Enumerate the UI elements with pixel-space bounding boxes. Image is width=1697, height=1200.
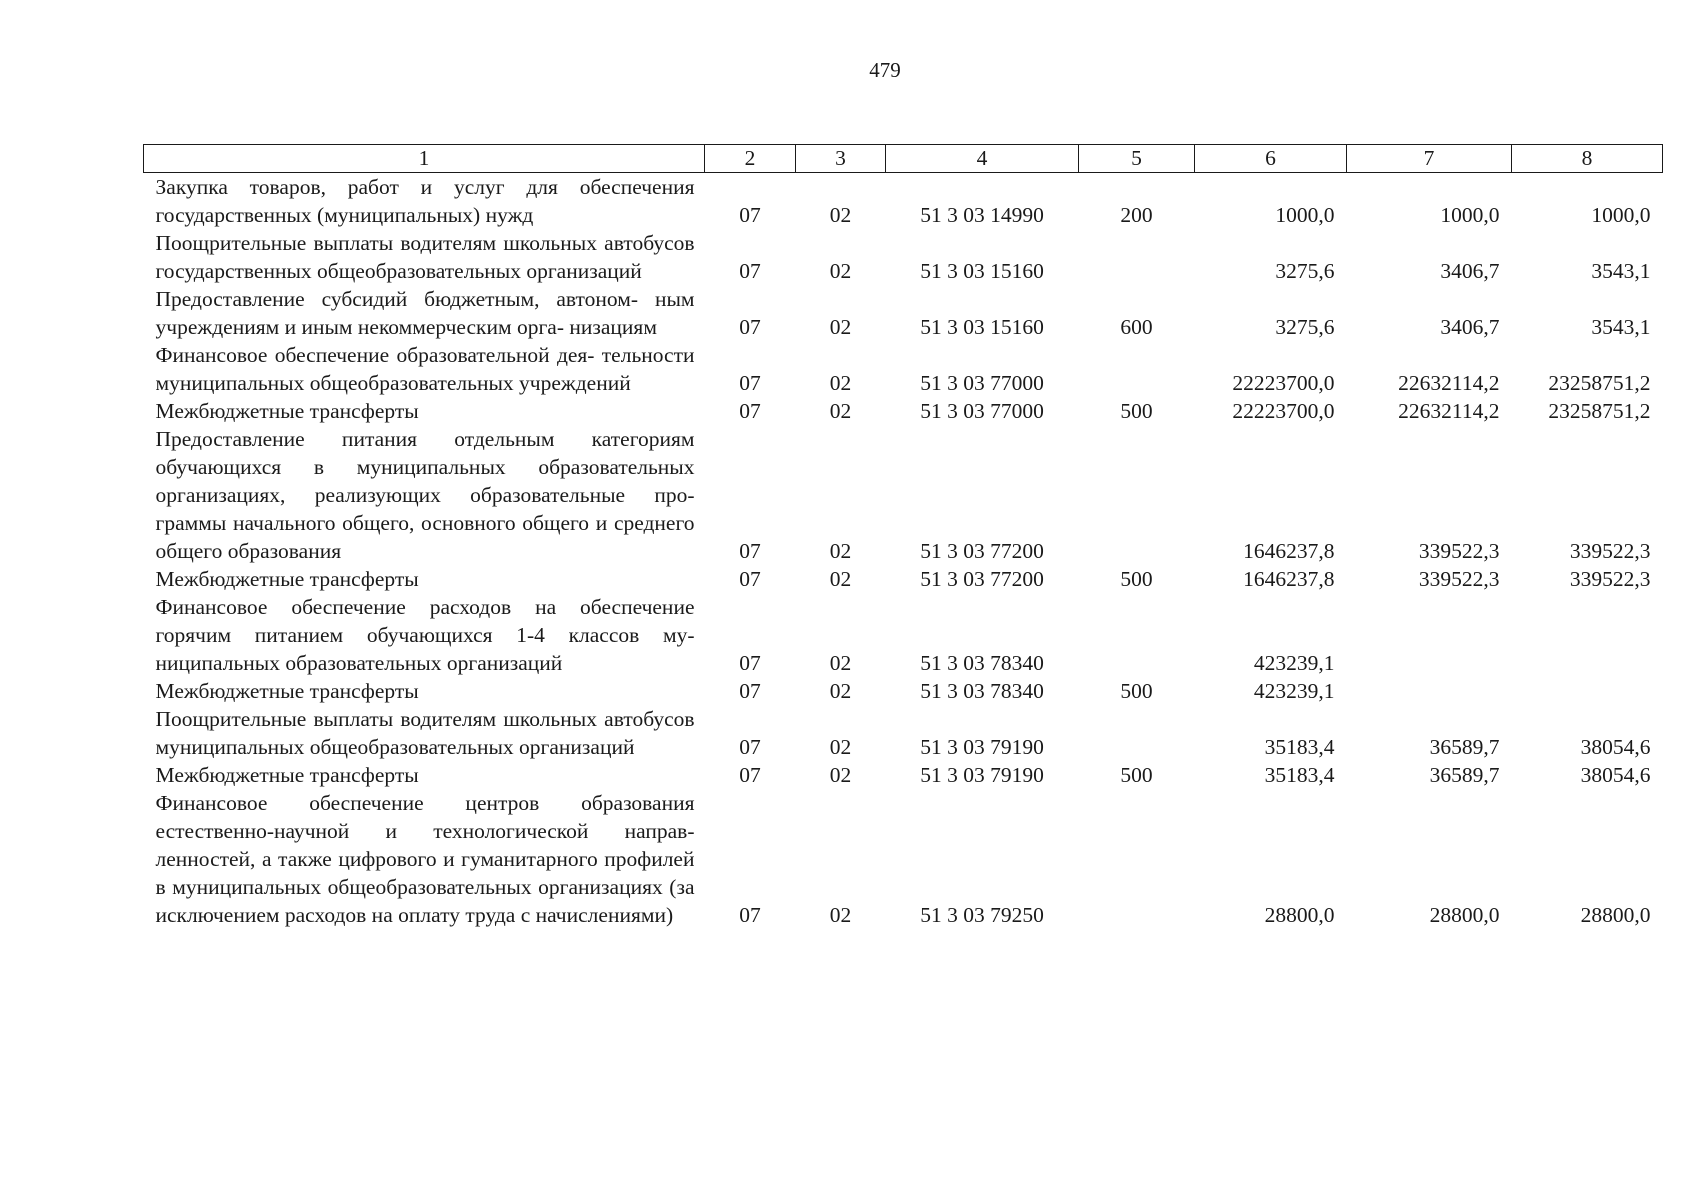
subsection-code: 02 (829, 567, 852, 591)
header-row (144, 145, 1663, 173)
amount-year-3: 28800,0 (1580, 903, 1651, 927)
subsection-code: 02 (829, 315, 852, 339)
section-code: 07 (739, 903, 761, 927)
subsection-code: 02 (829, 903, 852, 927)
table-row (144, 565, 1663, 593)
subsection-code: 02 (829, 651, 852, 675)
description-line: ниципальных образовательных организаций (155, 651, 563, 675)
amount-year-2: 1000,0 (1440, 203, 1500, 227)
description-line: Финансовое обеспечение образовательной дея- (155, 343, 595, 367)
amount-year-1: 423239,1 (1253, 679, 1335, 703)
target-article-code: 51 3 03 79190 (920, 763, 1044, 787)
amount-year-2: 36589,7 (1429, 735, 1500, 759)
description-line: Предоставление субсидий бюджетным, автоном- (155, 287, 639, 311)
amount-year-1: 28800,0 (1264, 903, 1335, 927)
amount-year-2: 339522,3 (1418, 539, 1500, 563)
amount-year-1: 3275,6 (1275, 315, 1335, 339)
expense-type-code: 200 (1120, 203, 1153, 227)
description-line: организациях, реализующих образовательные про- (155, 483, 695, 507)
amount-year-3: 1000,0 (1591, 203, 1651, 227)
row-description (144, 565, 705, 593)
amount-year-3: 3543,1 (1591, 259, 1651, 283)
subsection-code: 02 (829, 259, 852, 283)
amount-year-3: 38054,6 (1580, 763, 1651, 787)
row-description (144, 397, 705, 425)
amount-year-1: 3275,6 (1275, 259, 1335, 283)
header-col-8: 8 (1512, 145, 1663, 173)
description-line: Поощрительные выплаты водителям школьных (155, 707, 597, 731)
description-line: естественно-научной и технологической направ- (155, 819, 695, 843)
description-line: автобусов государственных общеобразовательных (155, 231, 695, 283)
row-description (144, 229, 705, 285)
row-description (144, 789, 705, 929)
target-article-code: 51 3 03 78340 (920, 651, 1044, 675)
amount-year-1: 1646237,8 (1243, 539, 1335, 563)
header-col-7: 7 (1347, 145, 1512, 173)
amount-year-1: 22223700,0 (1232, 399, 1335, 423)
amount-year-2: 22632114,2 (1398, 371, 1500, 395)
expense-type-code (1079, 229, 1195, 285)
amount-year-1: 1000,0 (1275, 203, 1335, 227)
header-col-1: 1 (144, 145, 705, 173)
subsection-code: 02 (829, 735, 852, 759)
amount-year-1: 1646237,8 (1243, 567, 1335, 591)
row-description (144, 173, 705, 230)
table-row (144, 677, 1663, 705)
description-line: Межбюджетные трансферты (155, 763, 419, 787)
section-code: 07 (739, 315, 761, 339)
amount-year-2: 3406,7 (1440, 315, 1500, 339)
table-row (144, 229, 1663, 285)
description-line: Закупка товаров, работ и услуг для обеспечения (155, 175, 695, 199)
row-description (144, 677, 705, 705)
description-line: Предоставление питания отдельным категориям (155, 427, 695, 451)
description-line: Поощрительные выплаты водителям школьных (155, 231, 597, 255)
target-article-code: 51 3 03 79190 (920, 735, 1044, 759)
amount-year-2: 22632114,2 (1398, 399, 1500, 423)
row-description (144, 761, 705, 789)
table-body (144, 173, 1663, 930)
target-article-code: 51 3 03 15160 (920, 259, 1044, 283)
amount-year-3: 339522,3 (1569, 567, 1651, 591)
target-article-code: 51 3 03 15160 (920, 315, 1044, 339)
target-article-code: 51 3 03 78340 (920, 679, 1044, 703)
header-col-3: 3 (796, 145, 886, 173)
amount-year-2: 28800,0 (1429, 903, 1500, 927)
description-line: организаций (526, 259, 642, 283)
amount-year-3 (1512, 593, 1663, 677)
expense-type-code: 500 (1120, 567, 1153, 591)
amount-year-1: 35183,4 (1264, 735, 1335, 759)
description-line: организаций (519, 735, 635, 759)
table-row (144, 397, 1663, 425)
description-line: тельности муниципальных общеобразовательных (155, 343, 695, 395)
description-line: низациям (569, 315, 657, 339)
table-row (144, 705, 1663, 761)
subsection-code: 02 (829, 763, 852, 787)
description-line: Межбюджетные трансферты (155, 679, 419, 703)
page-number: 479 (869, 58, 901, 82)
description-line: Межбюджетные трансферты (155, 399, 419, 423)
expense-type-code (1079, 789, 1195, 929)
header-col-6: 6 (1195, 145, 1347, 173)
header-col-5: 5 (1079, 145, 1195, 173)
description-line: организациях (за исключением расходов на оплату (155, 875, 695, 927)
description-line: труда с начислениями) (465, 903, 674, 927)
amount-year-1: 423239,1 (1253, 651, 1335, 675)
amount-year-3: 3543,1 (1591, 315, 1651, 339)
table-row (144, 789, 1663, 929)
header-col-2: 2 (705, 145, 796, 173)
header-col-4: 4 (886, 145, 1079, 173)
table-row (144, 285, 1663, 341)
section-code: 07 (739, 567, 761, 591)
subsection-code: 02 (829, 539, 852, 563)
row-description (144, 285, 705, 341)
description-line: Межбюджетные трансферты (155, 567, 419, 591)
amount-year-2: 3406,7 (1440, 259, 1500, 283)
section-code: 07 (739, 259, 761, 283)
target-article-code: 51 3 03 77000 (920, 399, 1044, 423)
target-article-code: 51 3 03 77000 (920, 371, 1044, 395)
description-line: Финансовое обеспечение центров образования (155, 791, 695, 815)
section-code: 07 (739, 203, 761, 227)
target-article-code: 51 3 03 77200 (920, 539, 1044, 563)
amount-year-3: 38054,6 (1580, 735, 1651, 759)
amount-year-1: 22223700,0 (1232, 371, 1335, 395)
amount-year-2: 339522,3 (1418, 567, 1500, 591)
section-code: 07 (739, 651, 761, 675)
description-line: профилей в муниципальных общеобразовательных (155, 847, 695, 899)
expense-type-code: 600 (1120, 315, 1153, 339)
row-description (144, 705, 705, 761)
expense-type-code (1079, 593, 1195, 677)
description-line: граммы начального общего, основного общего и (155, 511, 608, 535)
expense-type-code (1079, 341, 1195, 397)
description-line: ным учреждениям и иным некоммерческим орга- (155, 287, 695, 339)
table-row (144, 173, 1663, 230)
amount-year-3: 23258751,2 (1548, 371, 1651, 395)
expense-type-code: 500 (1120, 679, 1153, 703)
table-row (144, 761, 1663, 789)
amount-year-2 (1347, 593, 1512, 677)
description-line: государственных (муниципальных) нужд (155, 203, 534, 227)
section-code: 07 (739, 371, 761, 395)
row-description (144, 593, 705, 677)
amount-year-2 (1347, 677, 1512, 705)
amount-year-2: 36589,7 (1429, 763, 1500, 787)
description-line: учреждений (519, 371, 631, 395)
expense-type-code (1079, 425, 1195, 565)
table-row (144, 593, 1663, 677)
description-line: ленностей, а также цифрового и гуманитарного (155, 847, 598, 871)
section-code: 07 (739, 763, 761, 787)
description-line: обучающихся в муниципальных образовательных (155, 455, 695, 479)
subsection-code: 02 (829, 399, 852, 423)
section-code: 07 (739, 735, 761, 759)
amount-year-1: 35183,4 (1264, 763, 1335, 787)
amount-year-3: 23258751,2 (1548, 399, 1651, 423)
expense-type-code (1079, 705, 1195, 761)
subsection-code: 02 (829, 679, 852, 703)
expense-type-code: 500 (1120, 399, 1153, 423)
target-article-code: 51 3 03 77200 (920, 567, 1044, 591)
row-description (144, 425, 705, 565)
row-description (144, 341, 705, 397)
subsection-code: 02 (829, 371, 852, 395)
expense-type-code: 500 (1120, 763, 1153, 787)
amount-year-3: 339522,3 (1569, 539, 1651, 563)
section-code: 07 (739, 539, 761, 563)
amount-year-3 (1512, 677, 1663, 705)
budget-table (143, 144, 1663, 929)
subsection-code: 02 (829, 203, 852, 227)
description-line: автобусов муниципальных общеобразовательных (155, 707, 695, 759)
section-code: 07 (739, 679, 761, 703)
table-row (144, 341, 1663, 397)
description-line: Финансовое обеспечение расходов на обеспечение (155, 595, 695, 619)
target-article-code: 51 3 03 79250 (920, 903, 1044, 927)
target-article-code: 51 3 03 14990 (920, 203, 1044, 227)
section-code: 07 (739, 399, 761, 423)
description-line: среднего общего образования (155, 511, 695, 563)
description-line: горячим питанием обучающихся 1-4 классов му- (155, 623, 695, 647)
table-row (144, 425, 1663, 565)
